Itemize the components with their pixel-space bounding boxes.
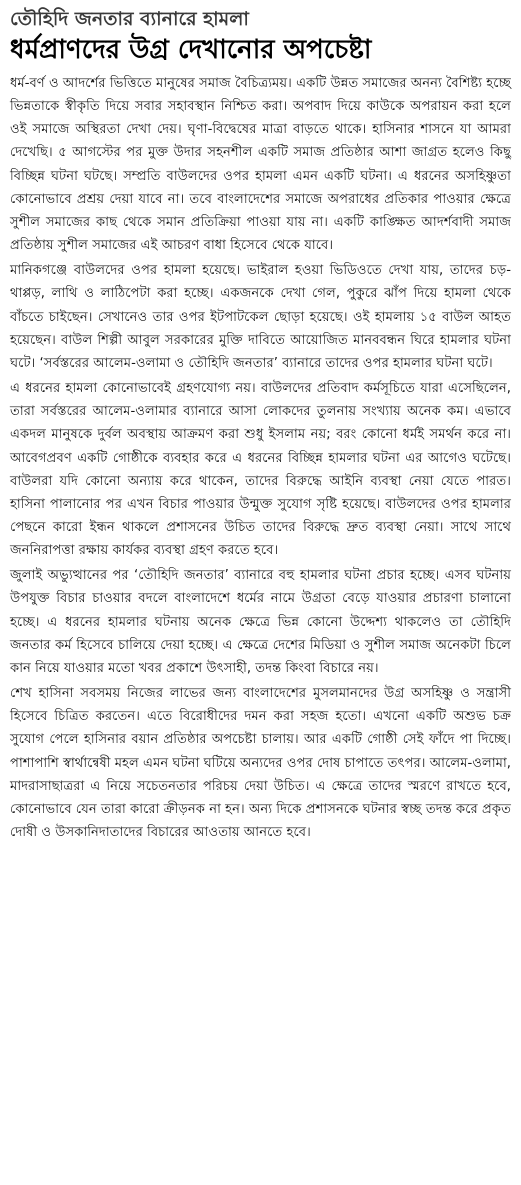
article-paragraph-2: মানিকগঞ্জে বাউলদের ওপর হামলা হয়েছে। ভাইরাল হওয়া ভিডিওতে দেখা যায়, তাদের চড়-থাপ্পড়, লাথি ও লাঠিপেটা করা হচ্ছে। একজনকে দেখা গেল, পুকুরে ঝাঁপ দিয়ে হামলা থেকে বাঁচতে চাইছেন। সেখানেও তার ওপর ইটপাটকেল ছোড়া হয়েছে। ওই হামলায় ১৫ বাউল আহত হয়েছেন। বাউল শিল্পী আবুল সরকারের মুক্তি দাবিতে আয়োজিত মানববন্ধন ঘিরে হামলার ঘটনা ঘটে। ‘সর্বস্তরের আলেম-ওলামা ও তৌহিদি জনতার’ ব্যানারে তাদের ওপর হামলার ঘটনা ঘটে।	[10, 263, 511, 371]
article-paragraph-1: ধর্ম-বর্ণ ও আদর্শের ভিত্তিতে মানুষের সমাজ বৈচিত্র্যময়। একটি উন্নত সমাজের অনন্য বৈশিষ্ট্য হচ্ছে ভিন্নতাকে স্বীকৃতি দিয়ে সবার সহাবস্থান নিশ্চিত করা। অপবাদ দিয়ে কাউকে অপরায়ন করা হলে ওই সমাজে অস্থিরতা দেখা দেয়। ঘৃণা-বিদ্বেষের মাত্রা বাড়তে থাকে। হাসিনার শাসনে যা আমরা দেখেছি। ৫ আগস্টের পর মুক্ত উদার সহনশীল একটি সমাজ প্রতিষ্ঠার আশা জাগ্রত হলেও কিছু বিচ্ছিন্ন ঘটনা ঘটছে। সম্প্রতি বাউলদের ওপর হামলা এমন একটি ঘটনা। এ ধরনের অসহিষ্ণুতা কোনোভাবে প্রশ্রয় দেয়া যাবে না। তবে বাংলাদেশের সমাজে অপরাধের প্রতিকার পাওয়ার ক্ষেত্রে সুশীল সমাজের কাছ থেকে সমান প্রতিক্রিয়া পাওয়া যায় না। একটি কাঙ্ক্ষিত আদর্শবাদী সমাজ প্রতিষ্ঠায় সুশীল সমাজের এই আচরণ বাধা হিসেবে থেকে যাবে।	[10, 76, 511, 254]
article-kicker: তৌহিদি জনতার ব্যানারে হামলা	[10, 8, 249, 30]
article-headline: ধর্মপ্রাণদের উগ্র দেখানোর অপচেষ্টা	[10, 35, 372, 65]
article-paragraph-3: এ ধরনের হামলা কোনোভাবেই গ্রহণযোগ্য নয়। বাউলদের প্রতিবাদ কর্মসূচিতে যারা এসেছিলেন, তারা সর্বস্তরের আলেম-ওলামার ব্যানারে আসা লোকদের তুলনায় সংখ্যায় অনেক কম। এভাবে একদল মানুষকে দুর্বল অবস্থায় আক্রমণ করা শুধু ইসলাম নয়; বরং কোনো ধর্মই সমর্থন করে না। আবেগপ্রবণ একটি গোষ্ঠীকে ব্যবহার করে এ ধরনের বিচ্ছিন্ন হামলার ঘটনা এর আগেও ঘটেছে। বাউলরা যদি কোনো অন্যায় করে থাকেন, তাদের বিরুদ্ধে আইনি ব্যবস্থা নেয়া যেতে পারত। হাসিনা পালানোর পর এখন বিচার পাওয়ার উন্মুক্ত সুযোগ সৃষ্টি হয়েছে। বাউলদের ওপর হামলার পেছনে কারো ইন্ধন থাকলে প্রশাসনের উচিত তাদের বিরুদ্ধে দ্রুত ব্যবস্থা নেয়া। সাথে সাথে জননিরাপত্তা রক্ষায় কার্যকর ব্যবস্থা গ্রহণ করতে হবে।	[10, 381, 511, 559]
article-paragraph-5: শেখ হাসিনা সবসময় নিজের লাভের জন্য বাংলাদেশের মুসলমানদের উগ্র অসহিষ্ণু ও সন্ত্রাসী হিসেবে চিত্রিত করতেন। এতে বিরোধীদের দমন করা সহজ হতো। এখনো একটি অশুভ চক্র সুযোগ পেলে হাসিনার বয়ান প্রতিষ্ঠার অপচেষ্টা চালায়। আর একটি গোষ্ঠী সেই ফাঁদে পা দিচ্ছে। পাশাপাশি স্বার্থান্বেষী মহল এমন ঘটনা ঘটিয়ে অন্যদের ওপর দোষ চাপাতে তৎপর। আলেম-ওলামা, মাদরাসাছাত্ররা এ নিয়ে সচেতনতার পরিচয় দেয়া উচিত। এ ক্ষেত্রে তাদের স্মরণে রাখতে হবে, কোনোভাবে যেন তারা কারো ক্রীড়নক না হন। অন্য দিকে প্রশাসনকে ঘটনার স্বচ্ছ তদন্ত করে প্রকৃত দোষী ও উসকানিদাতাদের বিচারের আওতায় আনতে হবে।	[10, 686, 511, 840]
article-body	[10, 72, 511, 844]
article-paragraph-4: জুলাই অভ্যুত্থানের পর ‘তৌহিদি জনতার’ ব্যানারে বহু হামলার ঘটনা প্রচার হচ্ছে। এসব ঘটনায় উপযুক্ত বিচার চাওয়ার বদলে বাংলাদেশে ধর্মের নামে উগ্রতা বেড়ে যাওয়ার প্রচারণা চালানো হচ্ছে। এ ধরনের হামলার ঘটনায় অনেক ক্ষেত্রে ভিন্ন কোনো উদ্দেশ্য থাকলেও তা তৌহিদি জনতার কর্ম হিসেবে চালিয়ে দেয়া হচ্ছে। এ ক্ষেত্রে দেশের মিডিয়া ও সুশীল সমাজ অনেকটা চিলে কান নিয়ে যাওয়ার মতো খবর প্রকাশে উৎসাহী, তদন্ত কিংবা বিচারে নয়।	[10, 568, 511, 676]
